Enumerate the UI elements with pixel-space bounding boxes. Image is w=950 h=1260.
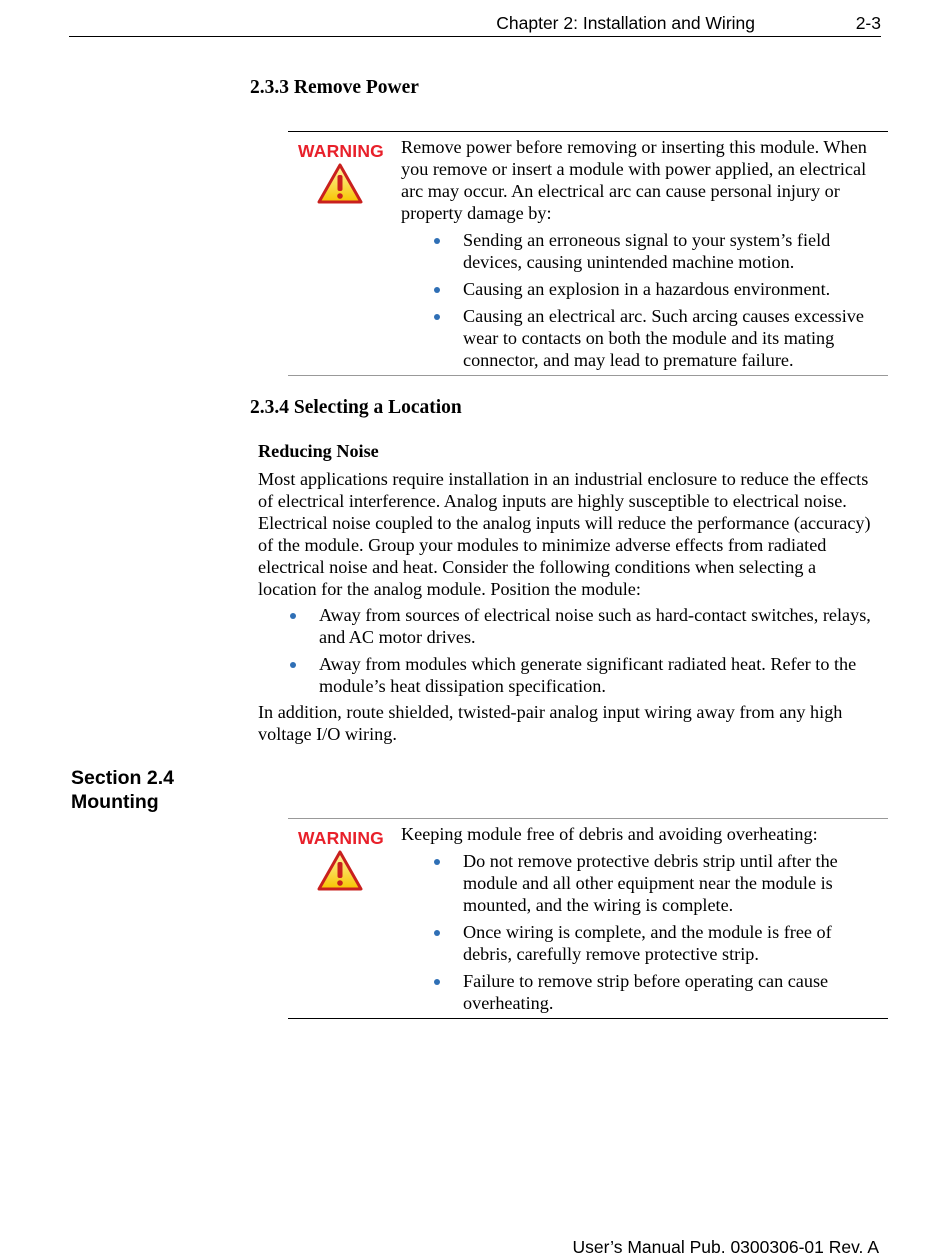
section-heading-remove-power: 2.3.3 Remove Power: [250, 77, 419, 98]
location-bullet-list: [288, 604, 878, 702]
section-heading-selecting-location: 2.3.4 Selecting a Location: [250, 397, 462, 418]
chapter-title: Chapter 2: Installation and Wiring: [496, 13, 755, 33]
bullet-icon: [434, 930, 440, 936]
warning-label: WARNING: [298, 828, 384, 848]
list-item: Causing an electrical arc. Such arcing causes excessive wear to contacts on both the module and its mating connector, and may lead to premature failure.: [432, 305, 884, 371]
bullet-icon: [434, 238, 440, 244]
warning-intro: Keeping module free of debris and avoiding overheating:: [401, 824, 818, 844]
warning-intro: Remove power before removing or inserting this module. When you remove or insert a module with power applied, an electrical arc may occur. An electrical arc can cause personal injury or property damage by:: [401, 137, 867, 223]
list-item: Failure to remove strip before operating can cause overheating.: [432, 970, 884, 1014]
list-item: Sending an erroneous signal to your system’s field devices, causing unintended machine motion.: [432, 229, 884, 273]
warning-label: WARNING: [298, 141, 384, 161]
warning-bullet-list: [432, 229, 884, 376]
bullet-icon: [290, 662, 296, 668]
bullet-icon: [434, 859, 440, 865]
list-item: Once wiring is complete, and the module is free of debris, carefully remove protective strip.: [432, 921, 884, 965]
list-item: Away from sources of electrical noise such as hard-contact switches, relays, and AC motor drives.: [288, 604, 878, 648]
warning-box-mounting: [288, 818, 888, 1019]
bullet-icon: [434, 287, 440, 293]
bullet-icon: [434, 314, 440, 320]
closing-paragraph: In addition, route shielded, twisted-pair analog input wiring away from any high voltage I/O wiring.: [258, 702, 843, 744]
bullet-icon: [290, 613, 296, 619]
warning-triangle-icon: [317, 850, 363, 892]
bullet-icon: [434, 979, 440, 985]
section-title: Mounting: [71, 791, 159, 813]
list-item: Do not remove protective debris strip until after the module and all other equipment near the module is mounted, and the wiring is complete.: [432, 850, 884, 916]
list-item: Causing an explosion in a hazardous environment.: [432, 278, 884, 300]
list-item: Away from modules which generate significant radiated heat. Refer to the module’s heat dissipation specification.: [288, 653, 878, 697]
warning-bullet-list: [432, 850, 884, 1019]
subheading-reducing-noise: Reducing Noise: [258, 441, 379, 461]
warning-box-remove-power: [288, 131, 888, 376]
page-header: [69, 12, 881, 37]
section-heading-mounting: [71, 766, 174, 814]
page-footer: User’s Manual Pub. 0300306-01 Rev. A: [572, 1237, 879, 1257]
section-number: Section 2.4: [71, 767, 174, 789]
page-number: 2-3: [855, 13, 881, 33]
body-paragraph: Most applications require installation in an industrial enclosure to reduce the effects of electrical interference. Analog inputs are highly susceptible to electrical noise. Electrical noise coupled to the analog inputs will reduce the performance (accuracy) of the module. Group your modules to minimize adverse effects from radiated electrical noise and heat. Consider the following conditions when selecting a location for the analog module. Position the module:: [258, 469, 871, 599]
warning-triangle-icon: [317, 163, 363, 205]
